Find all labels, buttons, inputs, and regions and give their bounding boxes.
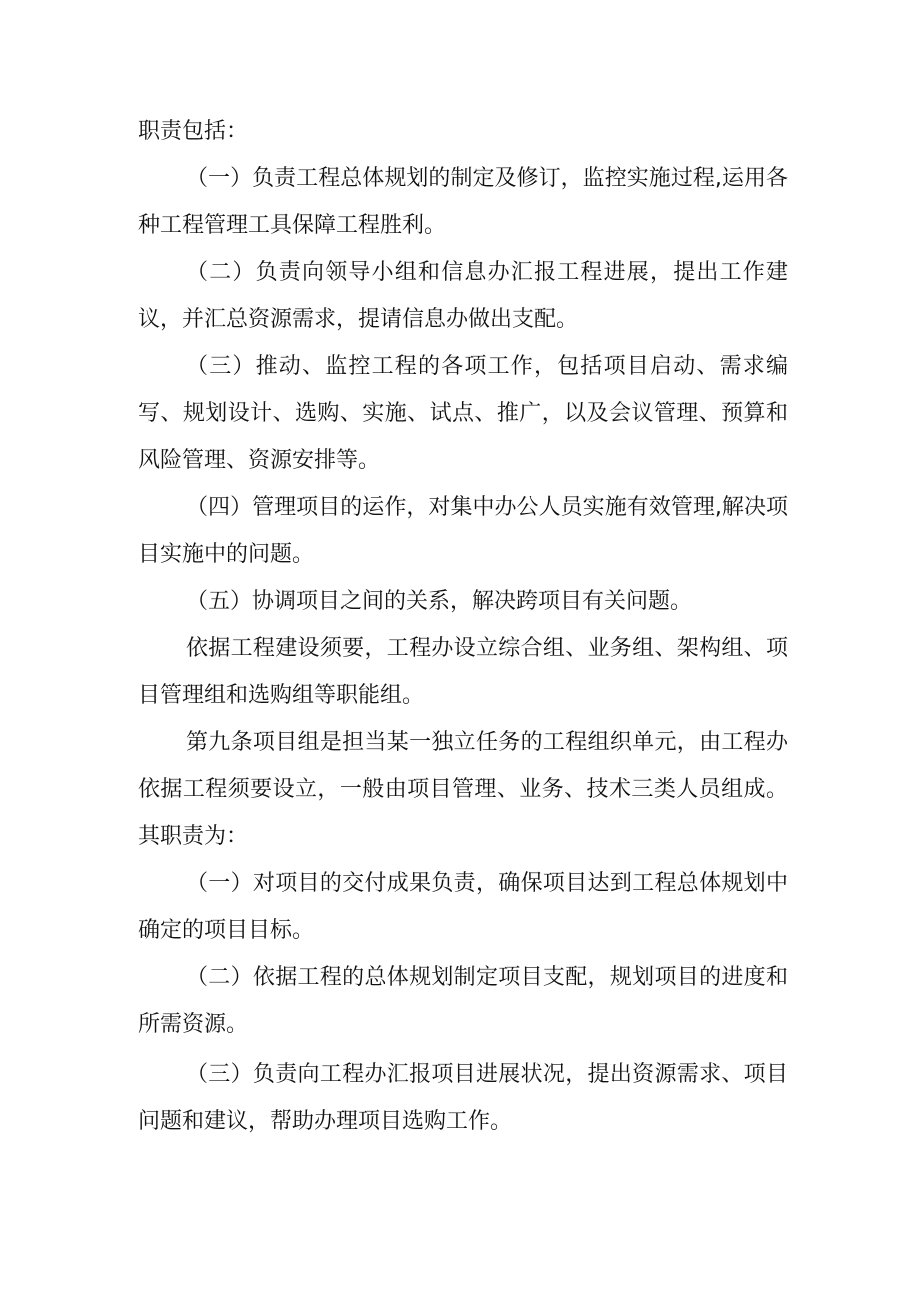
paragraph-project-item-2: （二）依据工程的总体规划制定项目支配，规划项目的进度和所需资源。 [138, 965, 788, 1037]
paragraph-duties-intro: 职责包括： [138, 119, 249, 144]
paragraph-project-item-1: （一）对项目的交付成果负责，确保项目达到工程总体规划中确定的项目目标。 [138, 871, 788, 943]
paragraph-item-4: （四）管理项目的运作，对集中办公人员实施有效管理,解决项目实施中的问题。 [138, 495, 788, 567]
paragraph-item-2: （二）负责向领导小组和信息办汇报工程进展，提出工作建议，并汇总资源需求，提请信息办做出支配。 [138, 260, 788, 332]
paragraph-item-3: （三）推动、监控工程的各项工作，包括项目启动、需求编写、规划设计、选购、实施、试点、推广，以及会议管理、预算和风险管理、资源安排等。 [138, 354, 788, 473]
paragraph-project-item-3: （三）负责向工程办汇报项目进展状况，提出资源需求、项目问题和建议，帮助办理项目选购工作。 [138, 1062, 788, 1134]
paragraph-functional-groups: 依据工程建设须要，工程办设立综合组、业务组、架构组、项目管理组和选购组等职能组。 [138, 636, 788, 708]
paragraph-article-9: 第九条项目组是担当某一独立任务的工程组织单元，由工程办依据工程须要设立，一般由项目管理、业务、技术三类人员组成。其职责为： [138, 730, 788, 849]
document-body [138, 108, 788, 1145]
paragraph-item-5: （五）协调项目之间的关系，解决跨项目有关问题。 [186, 589, 693, 614]
paragraph-item-1: （一）负责工程总体规划的制定及修订，监控实施过程,运用各种工程管理工具保障工程胜利。 [138, 166, 788, 238]
